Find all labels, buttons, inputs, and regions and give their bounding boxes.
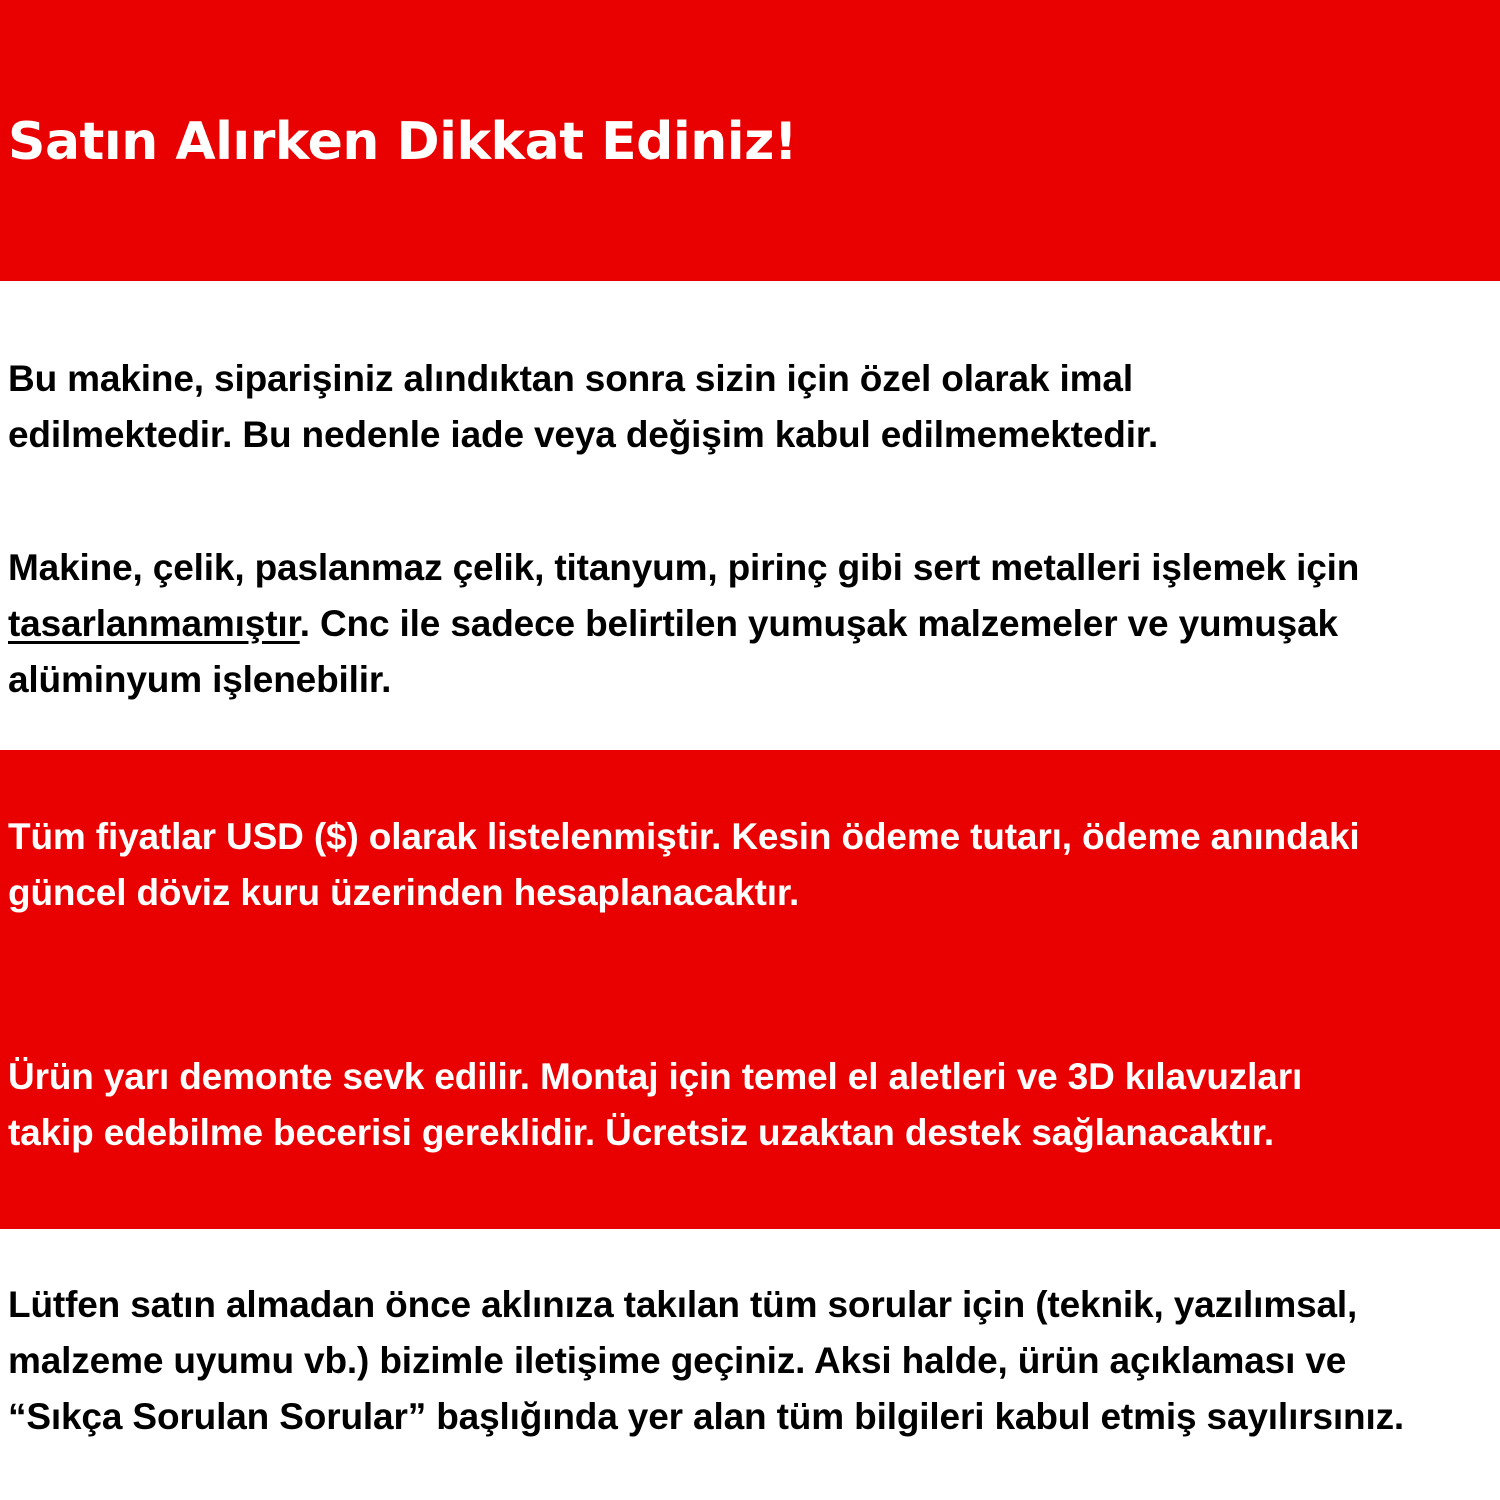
notice-custom-made <box>8 351 1494 463</box>
notice-line: güncel döviz kuru üzerinden hesaplanacaktır. <box>8 872 800 913</box>
notice-line: Lütfen satın almadan önce aklınıza takılan tüm sorular için (teknik, yazılımsal, <box>8 1284 1358 1325</box>
underlined-emphasis: tasarlanmamıştır <box>8 603 300 644</box>
page-title: Satın Alırken Dikkat Ediniz! <box>8 112 798 172</box>
header-banner <box>0 0 1500 281</box>
notice-materials <box>8 540 1494 708</box>
notice-line-rest: . Cnc ile sadece belirtilen yumuşak malzemeler ve yumuşak <box>299 603 1338 644</box>
notice-assembly <box>8 1049 1494 1161</box>
notice-line: Makine, çelik, paslanmaz çelik, titanyum, pirinç gibi sert metalleri işlemek için <box>8 547 1360 588</box>
notice-line: alüminyum işlenebilir. <box>8 659 392 700</box>
notice-pricing-section <box>0 750 1500 990</box>
notice-contact <box>8 1277 1494 1445</box>
notice-line: Tüm fiyatlar USD ($) olarak listelenmiştir. Kesin ödeme tutarı, ödeme anındaki <box>8 816 1360 857</box>
notice-assembly-section <box>0 990 1500 1229</box>
notice-materials-section <box>0 467 1500 750</box>
notice-line: Ürün yarı demonte sevk edilir. Montaj için temel el aletleri ve 3D kılavuzları <box>8 1056 1303 1097</box>
notice-contact-section <box>0 1229 1500 1500</box>
notice-line: takip edebilme becerisi gereklidir. Ücretsiz uzaktan destek sağlanacaktır. <box>8 1112 1274 1153</box>
notice-line: edilmektedir. Bu nedenle iade veya değişim kabul edilmemektedir. <box>8 414 1159 455</box>
notice-line <box>8 596 1494 652</box>
notice-custom-made-section <box>0 281 1500 467</box>
notice-pricing <box>8 809 1494 921</box>
notice-line: Bu makine, siparişiniz alındıktan sonra sizin için özel olarak imal <box>8 358 1133 399</box>
notice-line: “Sıkça Sorulan Sorular” başlığında yer alan tüm bilgileri kabul etmiş sayılırsınız. <box>8 1396 1405 1437</box>
notice-line: malzeme uyumu vb.) bizimle iletişime geçiniz. Aksi halde, ürün açıklaması ve <box>8 1340 1347 1381</box>
